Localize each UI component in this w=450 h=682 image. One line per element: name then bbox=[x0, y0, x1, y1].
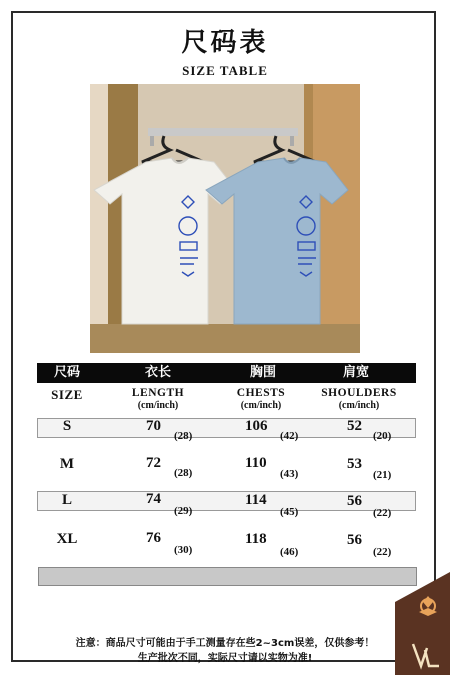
row-xl-length-inch: (30) bbox=[174, 544, 193, 556]
row-s-length-inch: (28) bbox=[174, 430, 193, 442]
subheader-chest-label: CHESTS bbox=[236, 387, 286, 399]
subheader-size-label: SIZE bbox=[51, 387, 83, 402]
note-line-2: 生产批次不同，实际尺寸请以实物为准! bbox=[137, 653, 313, 664]
subheader-shoulder-unit: (cm/inch) bbox=[338, 400, 380, 411]
row-m-length: 72 bbox=[146, 455, 161, 471]
subheader-chest bbox=[221, 387, 301, 411]
header-size: 尺码 bbox=[53, 365, 80, 380]
row-xl-chest: 118 bbox=[245, 531, 267, 547]
subheader-chest-unit: (cm/inch) bbox=[240, 400, 282, 411]
row-l-chest: 114 bbox=[245, 492, 267, 508]
subheader-length-unit: (cm/inch) bbox=[137, 400, 179, 411]
row-xl-shoulder-inch: (22) bbox=[373, 546, 392, 558]
subheader-shoulder bbox=[316, 387, 402, 411]
row-s-size: S bbox=[62, 418, 72, 434]
row-s-length: 70 bbox=[146, 418, 161, 434]
row-xl-chest-inch: (46) bbox=[280, 546, 299, 558]
row-l-size: L bbox=[61, 492, 72, 508]
subheader-size bbox=[37, 387, 97, 403]
row-l-length: 74 bbox=[146, 491, 161, 507]
row-xl-length: 76 bbox=[146, 530, 161, 546]
table-footer-bar bbox=[38, 567, 417, 586]
row-m-shoulder-inch: (21) bbox=[373, 469, 392, 481]
page-subtitle: SIZE TABLE bbox=[182, 63, 268, 78]
brand-monogram-icon bbox=[395, 572, 450, 682]
row-xl-size: XL bbox=[56, 531, 78, 547]
row-s-chest: 106 bbox=[245, 418, 268, 434]
row-s-chest-inch: (42) bbox=[280, 430, 299, 442]
subheader-shoulder-label: SHOULDERS bbox=[321, 387, 397, 399]
note-line-1: 注意：商品尺寸可能由于手工测量存在些2~3cm误差，仅供参考！ bbox=[75, 638, 375, 649]
row-m-size: M bbox=[59, 456, 75, 472]
row-xl-shoulder: 56 bbox=[347, 532, 362, 548]
header-length: 衣长 bbox=[144, 365, 171, 380]
row-m-chest: 110 bbox=[245, 455, 267, 471]
subheader-length-label: LENGTH bbox=[131, 387, 185, 399]
page-title: 尺码表 bbox=[181, 28, 269, 58]
row-m-length-inch: (28) bbox=[174, 467, 193, 479]
row-l-length-inch: (29) bbox=[174, 505, 193, 517]
row-l-shoulder-inch: (22) bbox=[373, 507, 392, 519]
row-m-chest-inch: (43) bbox=[280, 468, 299, 480]
row-s-shoulder-inch: (20) bbox=[373, 430, 392, 442]
product-photo-illustration bbox=[90, 84, 360, 353]
header-chest: 胸围 bbox=[249, 365, 276, 380]
row-l-chest-inch: (45) bbox=[280, 506, 299, 518]
row-s-shoulder: 52 bbox=[347, 418, 362, 434]
product-photo bbox=[90, 84, 360, 353]
row-m-shoulder: 53 bbox=[347, 456, 362, 472]
subheader-length bbox=[118, 387, 198, 411]
row-l-shoulder: 56 bbox=[347, 493, 362, 509]
header-shoulder: 肩宽 bbox=[342, 365, 369, 380]
